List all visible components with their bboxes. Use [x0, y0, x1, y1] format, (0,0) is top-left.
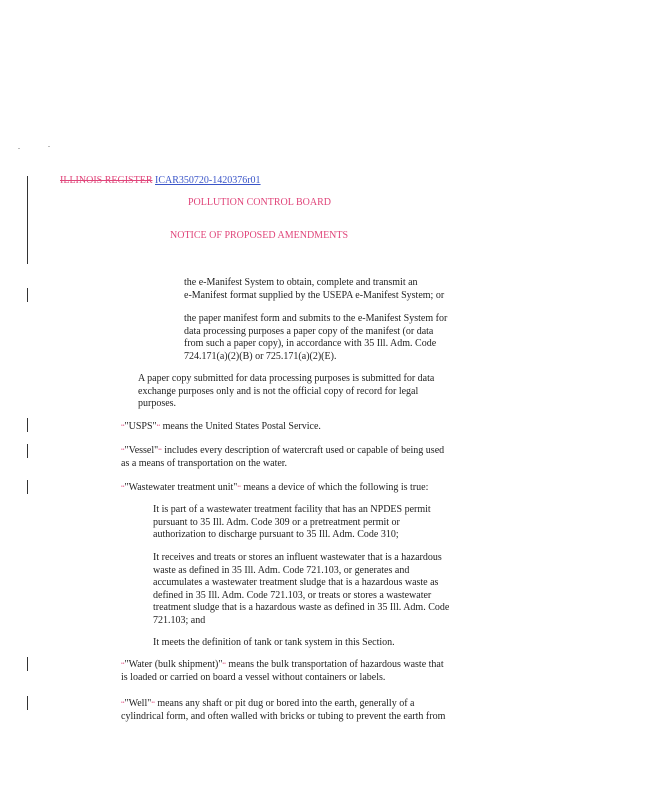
- definition-term: "Water (bulk shipment)": [124, 659, 223, 670]
- text-line: 724.171(a)(2)(B) or 725.171(a)(2)(E).: [184, 350, 337, 362]
- definition-text: means the United States Postal Service.: [160, 421, 321, 432]
- text-line: pursuant to 35 Ill. Adm. Code 309 or a pretreatment permit or: [153, 516, 400, 528]
- change-marker: ••: [121, 485, 125, 490]
- register-header: [60, 175, 261, 188]
- change-marker: ••: [158, 448, 162, 453]
- paragraph-paper-copy: [138, 373, 434, 411]
- change-marker: ••: [121, 701, 125, 706]
- change-marker: ••: [121, 448, 125, 453]
- text-line: the paper manifest form and submits to the e-Manifest System for: [184, 313, 448, 324]
- change-bar: [27, 418, 28, 432]
- definition-text: means a device of which the following is true:: [240, 482, 429, 493]
- text-line: from such a paper copy), in accordance with 35 Ill. Adm. Code: [184, 338, 437, 349]
- register-struck-text: ILLINOIS REGISTER: [60, 175, 153, 186]
- definition-term: "Vessel": [124, 445, 159, 456]
- definition-wastewater-treatment-unit: [121, 482, 428, 495]
- paragraph-e-manifest: [184, 277, 444, 302]
- wwtu-condition-a: [153, 504, 431, 542]
- wwtu-condition-b: [153, 552, 449, 627]
- definition-text: means any shaft or pit dug or bored into the earth, generally of a: [154, 698, 415, 709]
- change-bar: [27, 288, 28, 302]
- definition-water-bulk-shipment: [121, 659, 444, 684]
- text-line: [121, 659, 444, 672]
- text-line: exchange purposes only and is not the official copy of record for legal: [138, 385, 419, 397]
- text-line: waste as defined in 35 Ill. Adm. Code 721.103, or generates and: [153, 564, 410, 576]
- change-bar: [27, 444, 28, 458]
- text-line: [121, 445, 444, 458]
- definition-text: includes every description of watercraft used or capable of being used: [161, 445, 445, 456]
- text-line: [121, 698, 445, 711]
- change-marker: ••: [222, 662, 226, 667]
- change-bar: [27, 696, 28, 710]
- change-marker: ••: [121, 662, 125, 667]
- text-line: A paper copy submitted for data processing purposes is submitted for data: [138, 373, 435, 384]
- text-line: purposes.: [138, 398, 177, 409]
- definition-well: [121, 698, 445, 723]
- definition-vessel: [121, 445, 444, 470]
- text-line: e-Manifest format supplied by the USEPA e-Manifest System; or: [184, 289, 445, 301]
- text-line: as a means of transportation on the water.: [121, 457, 288, 469]
- text-line: cylindrical form, and often walled with bricks or tubing to prevent the earth from: [121, 710, 446, 722]
- text-line: 721.103; and: [153, 614, 206, 626]
- text-line: data processing purposes a paper copy of the manifest (or data: [184, 325, 434, 337]
- definition-text: means the bulk transportation of hazardous waste that: [225, 659, 444, 670]
- change-marker: ••: [151, 701, 155, 706]
- stray-mark: [18, 148, 20, 149]
- text-line: authorization to discharge pursuant to 35 Ill. Adm. Code 310;: [153, 529, 399, 540]
- text-line: It receives and treats or stores an influent wastewater that is a hazardous: [153, 552, 442, 563]
- text-line: the e-Manifest System to obtain, complete and transmit an: [184, 277, 418, 288]
- change-bar: [27, 480, 28, 494]
- change-bar: [27, 176, 28, 264]
- definition-usps: [121, 421, 321, 434]
- text-line: treatment sludge that is a hazardous waste as defined in 35 Ill. Adm. Code: [153, 602, 450, 613]
- change-marker: ••: [121, 424, 125, 429]
- text-line: It is part of a wastewater treatment facility that has an NPDES permit: [153, 504, 431, 515]
- register-code-link[interactable]: ICAR350720-1420376r01: [155, 175, 261, 186]
- paragraph-paper-manifest: [184, 313, 447, 363]
- change-marker: ••: [156, 424, 161, 429]
- text-line: accumulates a wastewater treatment sludge that is a hazardous waste as: [153, 577, 439, 588]
- change-marker: ••: [237, 485, 241, 490]
- stray-mark: [48, 146, 50, 147]
- text-line: defined in 35 Ill. Adm. Code 721.103, or treats or stores a wastewater: [153, 589, 432, 601]
- change-bar: [27, 657, 28, 671]
- definition-term: "USPS": [124, 421, 157, 432]
- definition-term: "Wastewater treatment unit": [124, 482, 238, 493]
- definition-term: "Well": [124, 698, 152, 709]
- board-title: POLLUTION CONTROL BOARD: [188, 197, 331, 208]
- wwtu-condition-c: It meets the definition of tank or tank system in this Section.: [153, 637, 395, 648]
- text-line: is loaded or carried on board a vessel without containers or labels.: [121, 671, 386, 683]
- notice-title: NOTICE OF PROPOSED AMENDMENTS: [170, 230, 349, 241]
